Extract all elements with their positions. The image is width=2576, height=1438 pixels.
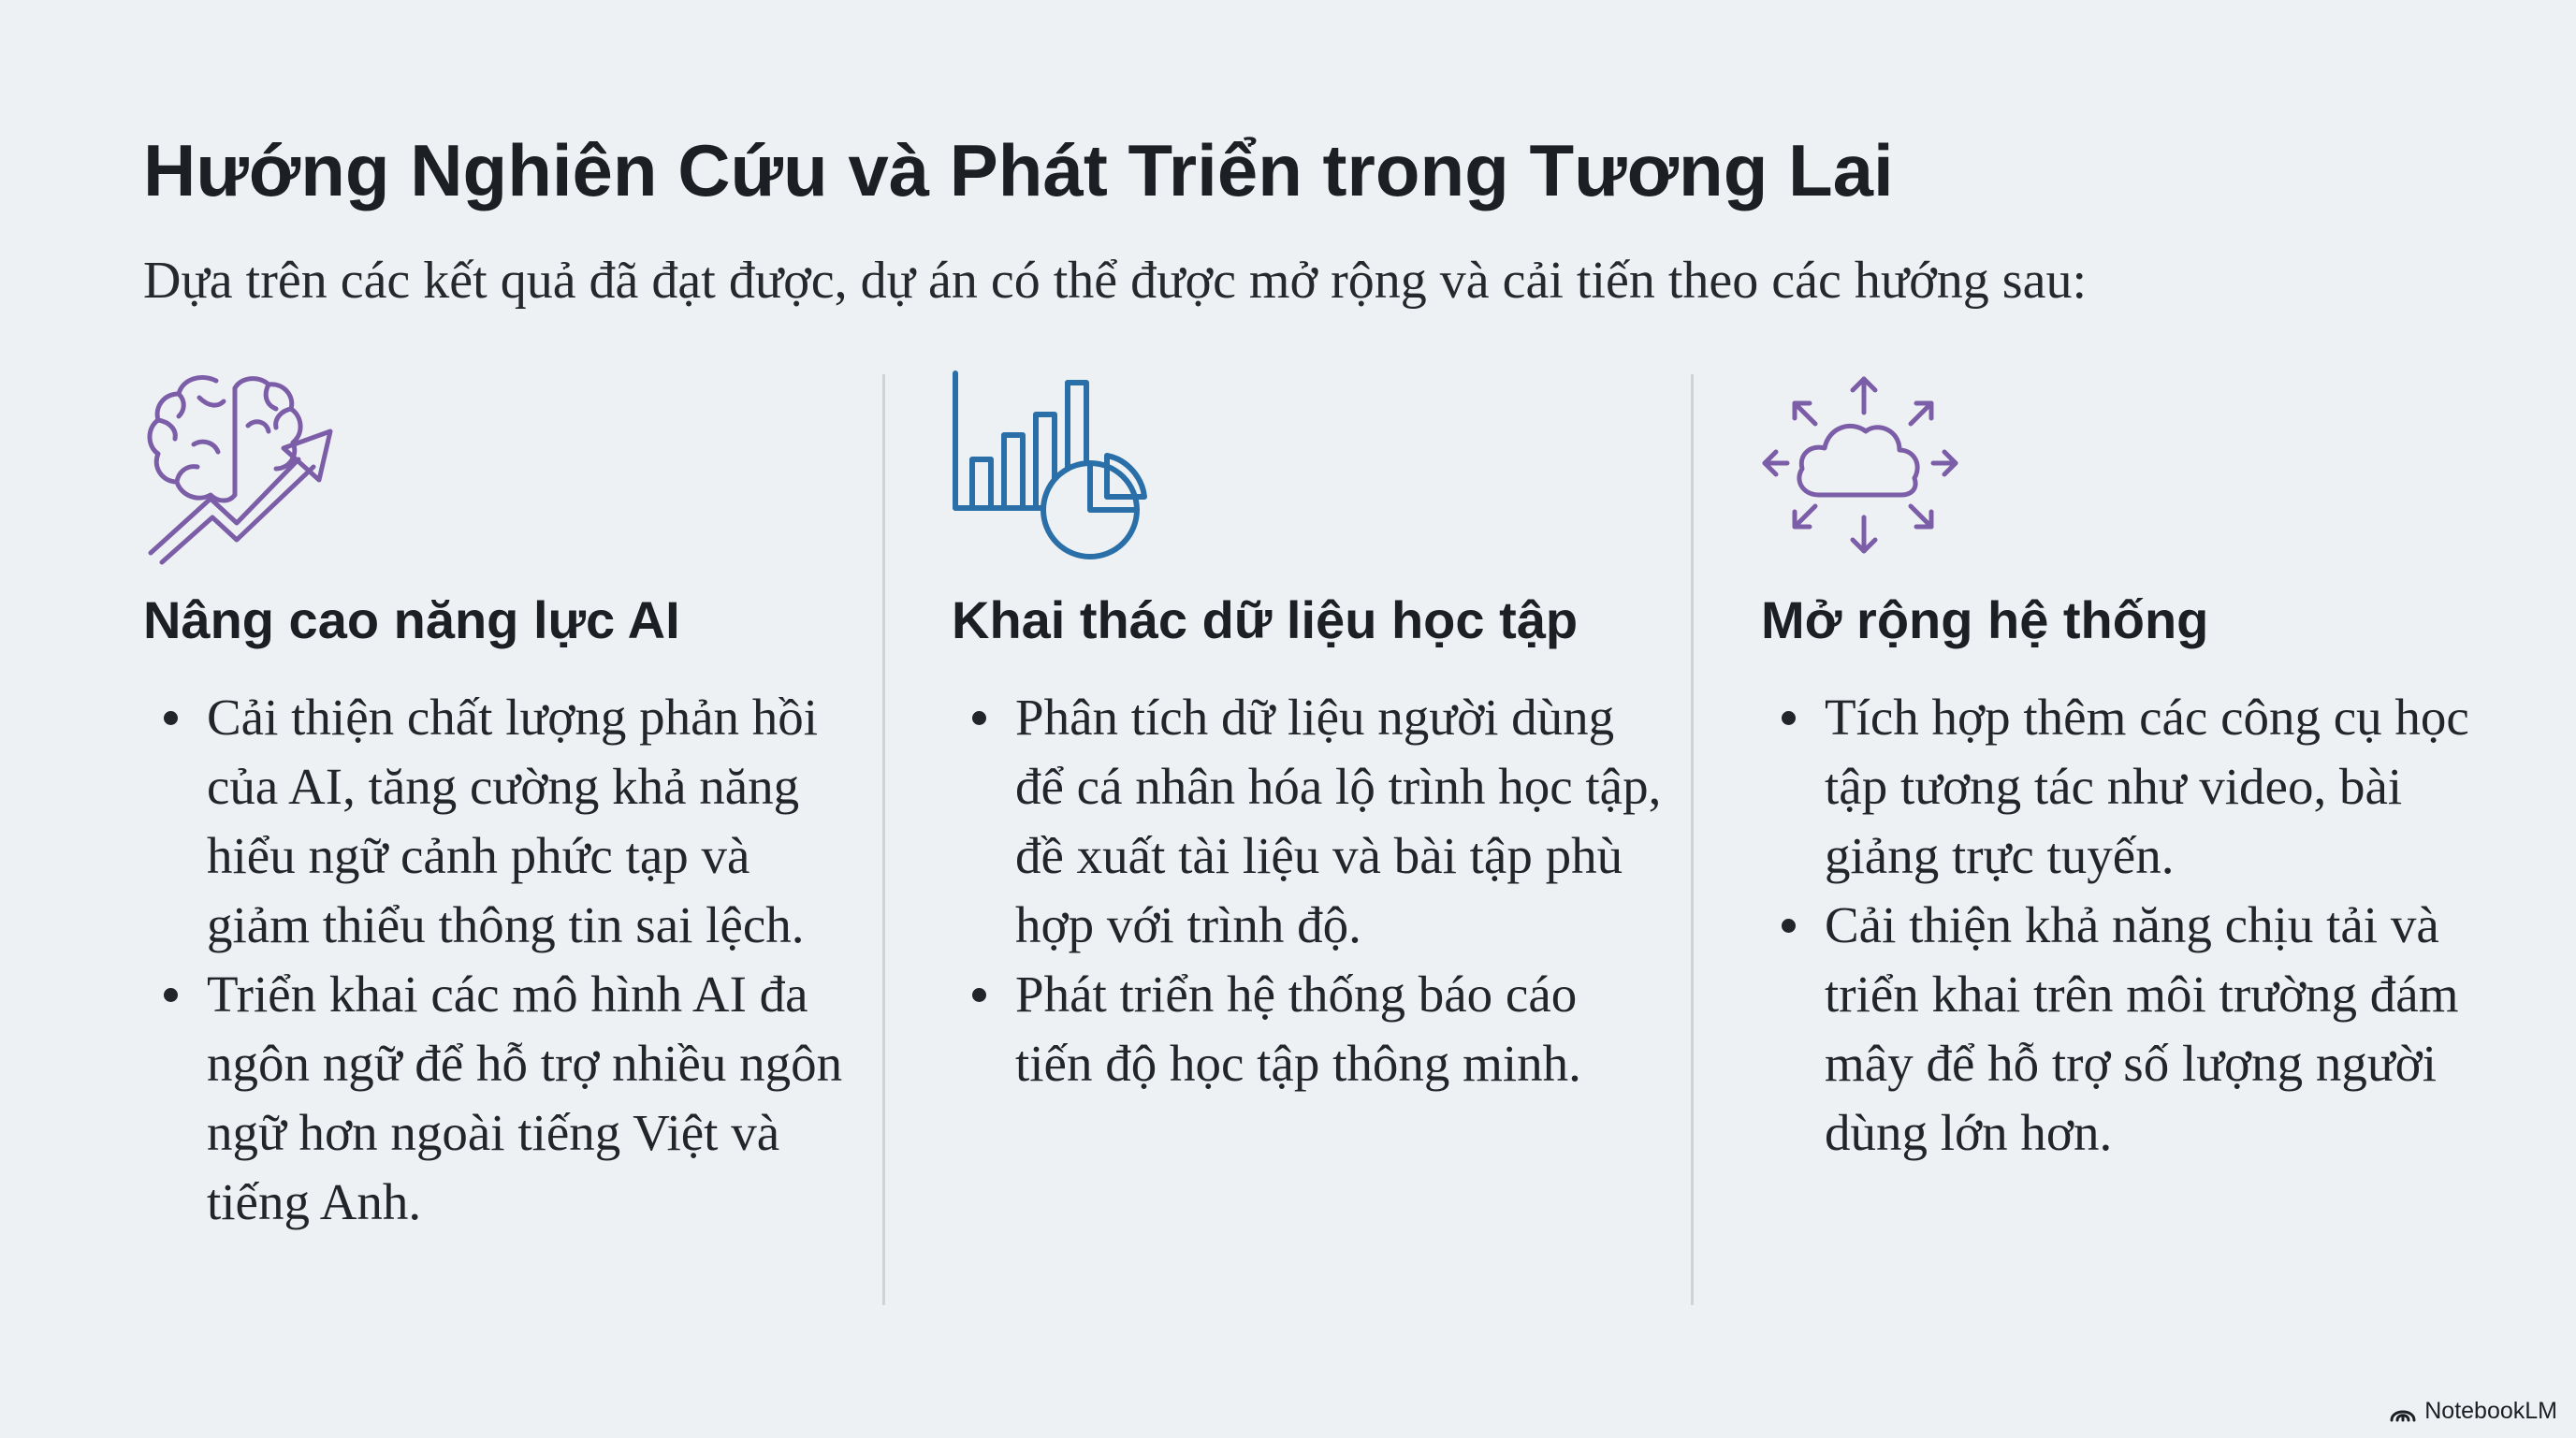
bullet-marker: [972, 988, 986, 1002]
bullet-list: [143, 683, 854, 1237]
bullet-text: Triển khai các mô hình AI đa ngôn ngữ để hỗ trợ nhiều ngôn ngữ hơn ngoài tiếng Việt và tiếng Anh.: [207, 966, 843, 1230]
bullet-list: [952, 683, 1663, 1098]
brand-label: NotebookLM: [2424, 1398, 2557, 1424]
column-divider: [882, 374, 885, 1305]
brain-growth-icon: [143, 370, 349, 566]
bullet-text: Cải thiện chất lượng phản hồi của AI, tăng cường khả năng hiểu ngữ cảnh phức tạp và giảm thiểu thông tin sai lệch.: [207, 689, 819, 953]
bullet-text: Cải thiện khả năng chịu tải và triển khai trên môi trường đám mây để hỗ trợ số lượng người dùng lớn hơn.: [1825, 896, 2459, 1161]
bullet-text: Tích hợp thêm các công cụ học tập tương tác như video, bài giảng trực tuyến.: [1825, 689, 2469, 884]
bullet-marker: [1782, 711, 1796, 725]
column-system-expansion: [1761, 370, 2472, 1305]
cloud-expand-icon: [1761, 370, 1967, 566]
list-item: [143, 960, 854, 1237]
bullet-marker: [1782, 919, 1796, 933]
column-learning-data: [952, 370, 1663, 1305]
list-item: [1761, 683, 2472, 891]
brand-badge: [2389, 1398, 2557, 1425]
notebooklm-logo-icon: [2389, 1402, 2417, 1422]
list-item: [1761, 891, 2472, 1168]
column-heading: Nâng cao năng lực AI: [143, 590, 680, 649]
bar-pie-chart-icon: [952, 370, 1157, 566]
column-ai-capability: [143, 370, 854, 1305]
bullet-marker: [164, 988, 178, 1002]
page-subtitle: Dựa trên các kết quả đã đạt được, dự án có thể được mở rộng và cải tiến theo các hướng sau:: [143, 252, 2088, 310]
bullet-text: Phát triển hệ thống báo cáo tiến độ học tập thông minh.: [1015, 966, 1581, 1092]
page-title: Hướng Nghiên Cứu và Phát Triển trong Tương Lai: [143, 129, 1894, 211]
bullet-marker: [972, 711, 986, 725]
list-item: [143, 683, 854, 960]
column-heading: Mở rộng hệ thống: [1761, 590, 2209, 649]
list-item: [952, 960, 1663, 1098]
list-item: [952, 683, 1663, 960]
column-heading: Khai thác dữ liệu học tập: [952, 590, 1579, 649]
bullet-list: [1761, 683, 2472, 1168]
column-divider: [1691, 374, 1694, 1305]
bullet-marker: [164, 711, 178, 725]
bullet-text: Phân tích dữ liệu người dùng để cá nhân hóa lộ trình học tập, đề xuất tài liệu và bài tập phù hợp với trình độ.: [1015, 689, 1662, 953]
